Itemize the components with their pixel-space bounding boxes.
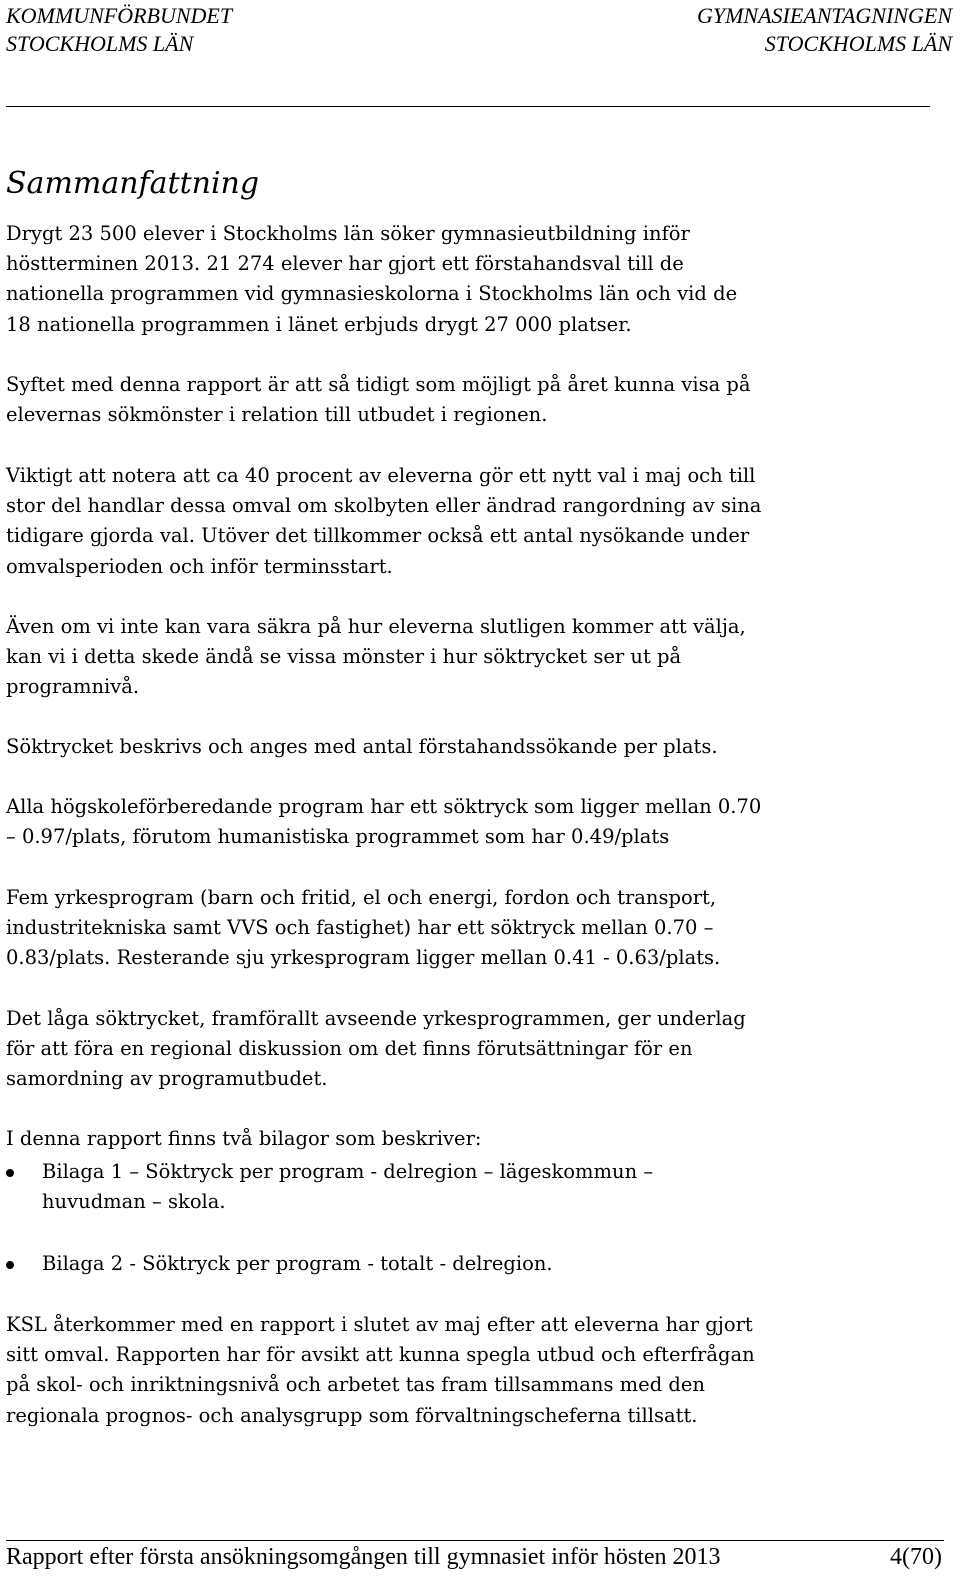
page-title: Sammanfattning [6,166,260,201]
header-dept-name: GYMNASIEANTAGNINGEN [696,3,952,28]
bullet-line: Bilaga 2 - Söktryck per program - totalt - delregion. [42,1252,553,1275]
paragraph-4 [6,612,806,703]
paragraph-line: Även om vi inte kan vara säkra på hur eleverna slutligen kommer att välja, [6,615,746,638]
paragraph-line: Syftet med denna rapport är att så tidigt som möjligt på året kunna visa på [6,373,751,396]
paragraph-3 [6,461,806,582]
bullet-text [42,1249,553,1279]
bullet-icon [6,1169,14,1177]
paragraph-line: samordning av programutbudet. [6,1067,328,1091]
header-left [6,2,232,58]
paragraph-line: – 0.97/plats, förutom humanistiska programmet som har 0.49/plats [6,825,670,849]
paragraph-line: nationella programmen vid gymnasieskolorna i Stockholms län och vid de [6,282,738,306]
paragraph-line: höstterminen 2013. 21 274 elever har gjort ett förstahandsval till de [6,252,684,276]
header-org-region: STOCKHOLMS LÄN [6,31,194,56]
bullet-text [42,1157,653,1217]
bullet-line: huvudman – skola. [42,1190,226,1214]
bullet-icon [6,1261,14,1269]
header-dept-region: STOCKHOLMS LÄN [764,31,952,56]
paragraph-8 [6,1004,806,1095]
bullet-line: Bilaga 1 – Söktryck per program - delregion – lägeskommun – [42,1160,654,1183]
paragraph-10 [6,1310,806,1431]
paragraph-6 [6,792,806,852]
paragraph-line: 18 nationella programmen i länet erbjuds drygt 27 000 platser. [6,312,632,336]
paragraph-line: Alla högskoleförberedande program har ett söktryck som ligger mellan 0.70 [6,795,762,818]
paragraph-line: sitt omval. Rapporten har för avsikt att kunna spegla utbud och efterfrågan [6,1343,755,1367]
paragraph-line: I denna rapport finns två bilagor som beskriver: [6,1127,482,1150]
paragraph-line: för att föra en regional diskussion om det finns förutsättningar för en [6,1037,693,1061]
paragraph-line: omvalsperioden och inför terminsstart. [6,554,393,578]
footer-report-title: Rapport efter första ansökningsomgången till gymnasiet inför hösten 2013 [6,1544,721,1570]
header-divider [6,106,930,107]
paragraph-line: industritekniska samt VVS och fastighet) har ett söktryck mellan 0.70 – [6,916,714,940]
paragraph-line: elevernas sökmönster i relation till utbudet i regionen. [6,403,548,427]
paragraph-line: tidigare gjorda val. Utöver det tillkommer också ett antal nysökande under [6,524,750,548]
paragraph-line: Det låga söktrycket, framförallt avseende yrkesprogrammen, ger underlag [6,1007,746,1030]
paragraph-line: stor del handlar dessa omval om skolbyten eller ändrad rangordning av sina [6,494,762,518]
paragraph-line: 0.83/plats. Resterande sju yrkesprogram ligger mellan 0.41 - 0.63/plats. [6,946,721,970]
paragraph-line: Drygt 23 500 elever i Stockholms län söker gymnasieutbildning inför [6,222,690,245]
paragraph-line: Fem yrkesprogram (barn och fritid, el och energi, fordon och transport, [6,886,717,909]
paragraph-2 [6,370,806,430]
header-right [697,2,952,58]
paragraph-line: på skol- och inriktningsnivå och arbetet tas fram tillsammans med den [6,1373,705,1397]
page-number: 4(70) [890,1544,942,1570]
paragraph-7 [6,883,806,974]
paragraph-line: KSL återkommer med en rapport i slutet av maj efter att eleverna har gjort [6,1313,753,1336]
paragraph-line: Viktigt att notera att ca 40 procent av eleverna gör ett nytt val i maj och till [6,464,756,487]
header-org-name: KOMMUNFÖRBUNDET [6,3,233,28]
paragraph-1 [6,219,806,340]
paragraph-line: programnivå. [6,675,140,699]
paragraph-line: Söktrycket beskrivs och anges med antal förstahandssökande per plats. [6,735,718,758]
paragraph-line: regionala prognos- och analysgrupp som förvaltningscheferna tillsatt. [6,1403,698,1427]
paragraph-5 [6,732,806,762]
paragraph-9 [6,1124,806,1154]
paragraph-line: kan vi i detta skede ändå se vissa mönster i hur söktrycket ser ut på [6,645,682,669]
